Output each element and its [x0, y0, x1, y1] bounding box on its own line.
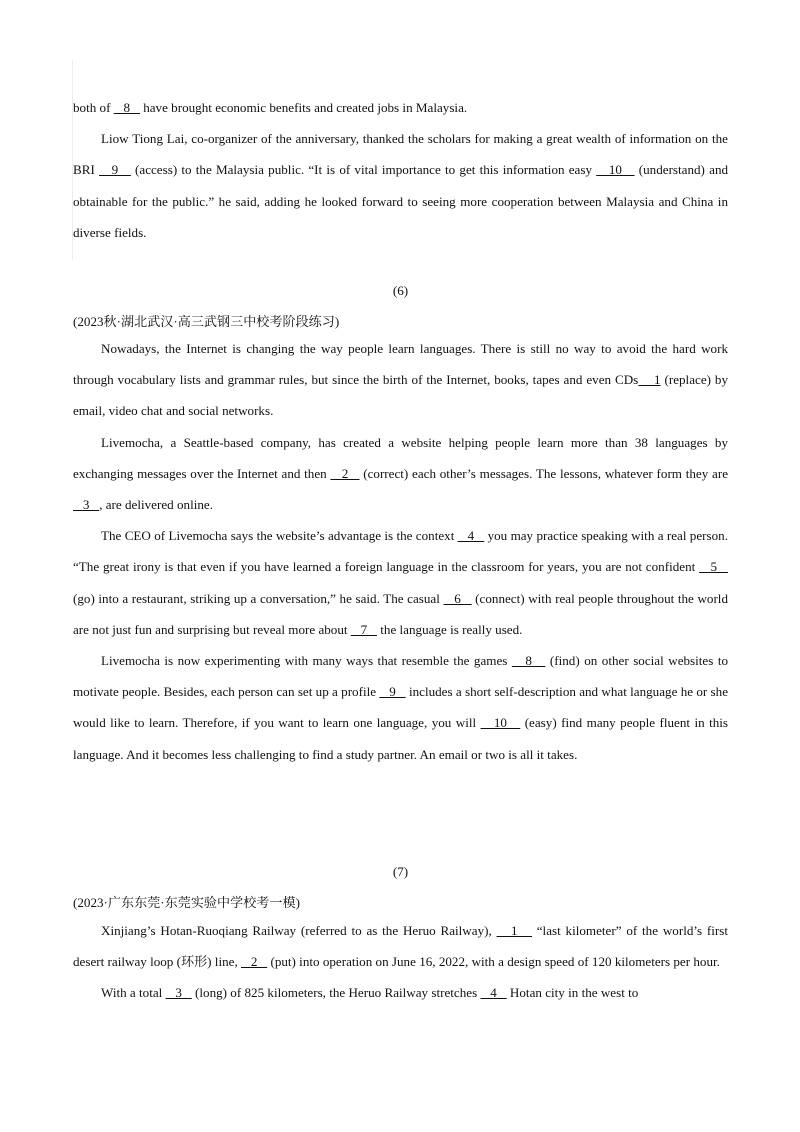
- blank-7[interactable]: 7: [350, 621, 377, 637]
- blank-4[interactable]: 4: [480, 985, 507, 1001]
- section-number: (6): [392, 283, 409, 298]
- blank-5[interactable]: 5: [699, 559, 728, 575]
- blank-9[interactable]: 9: [99, 162, 131, 178]
- paragraph: With a total 3 (long) of 825 kilometers, the Heruo Railway stretches 4 Hotan city in the west to: [101, 985, 639, 1001]
- blank-3[interactable]: 3: [165, 985, 192, 1001]
- blank-8[interactable]: 8: [113, 100, 140, 115]
- paragraph: The CEO of Livemocha says the website’s advantage is the context 4 you may practice speaking with a real person. “The great irony is that even if you have learned a foreign language in the classroom for years, you are not confident 5 (go) into a restaurant, striking up a conversation,” he said. The casual 6 (connect) with real people throughout the world are not just fun and surprising but reveal more about 7 the language is really used.: [73, 528, 728, 637]
- paragraph: both of 8 have brought economic benefits and created jobs in Malaysia.: [73, 100, 468, 115]
- blank-4[interactable]: 4: [457, 528, 485, 544]
- blank-2[interactable]: 2: [330, 465, 360, 481]
- blank-10[interactable]: 10: [480, 715, 521, 731]
- blank-1[interactable]: 1: [638, 372, 661, 388]
- paragraph: Livemocha, a Seattle-based company, has created a website helping people learn more than 38 languages by exchanging messages over the Internet and then 2 (correct) each other’s messages. The lessons, whatever form they are 3 , are delivered online.: [73, 434, 729, 513]
- section6-text: [73, 333, 728, 770]
- blank-1[interactable]: 1: [496, 923, 532, 938]
- blank-2[interactable]: 2: [241, 954, 268, 970]
- blank-6[interactable]: 6: [443, 590, 472, 606]
- section-source: (2023秋·湖北武汉·高三武钢三中校考阶段练习): [73, 314, 340, 329]
- blank-10[interactable]: 10: [596, 162, 635, 178]
- section-source: (2023·广东东莞·东莞实验中学校考一模): [73, 895, 300, 910]
- blank-9[interactable]: 9: [379, 684, 406, 700]
- paragraph: Xinjiang’s Hotan-Ruoqiang Railway (referred to as the Heruo Railway), 1 “last kilometer” of the world’s first desert railway loop (环形) line, 2 (put) into operation on June 16, 2022, with a design speed of 120 kilometers per hour.: [73, 923, 729, 970]
- paragraph: Liow Tiong Lai, co-organizer of the anniversary, thanked the scholars for making a great wealth of information on the BRI 9 (access) to the Malaysia public. “It is of vital importance to get this information easy 10 (understand) and obtainable for the public.” he said, adding he looked forward to seeing more cooperation between Malaysia and China in diverse fields.: [73, 131, 729, 240]
- blank-3[interactable]: 3: [73, 497, 100, 513]
- section-number: (7): [392, 864, 409, 879]
- paragraph: Livemocha is now experimenting with many ways that resemble the games 8 (find) on other social websites to motivate people. Besides, each person can set up a profile 9 includes a short self-description and what language he or she would like to learn. Therefore, if you want to learn one language, you will 10 (easy) find many people fluent in this language. And it becomes less challenging to find a study partner. An email or two is all it takes.: [73, 653, 729, 762]
- blank-8[interactable]: 8: [511, 653, 546, 669]
- paragraph: Nowadays, the Internet is changing the way people learn languages. There is still no way to avoid the hard work through vocabulary lists and grammar rules, but since the birth of the Internet, books, tapes and even CDs 1 (replace) by email, video chat and social networks.: [73, 341, 729, 419]
- section7-text: [73, 915, 728, 1009]
- section5-text: [73, 92, 728, 248]
